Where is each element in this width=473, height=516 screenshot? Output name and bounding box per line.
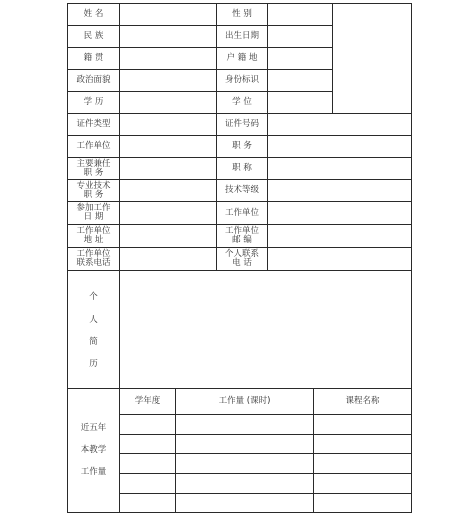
label-name: 姓 名 bbox=[83, 9, 104, 19]
resume-label-char: 人 bbox=[89, 315, 98, 325]
field-personal-phone[interactable] bbox=[268, 248, 411, 270]
field-work-unit-postcode[interactable] bbox=[268, 225, 411, 247]
field-work-unit-phone[interactable] bbox=[120, 248, 216, 270]
field-professional-post[interactable] bbox=[120, 180, 216, 201]
field-title[interactable] bbox=[268, 158, 411, 179]
field-household-registration[interactable] bbox=[268, 48, 332, 69]
workload-cell[interactable] bbox=[120, 454, 175, 473]
field-work-unit[interactable] bbox=[120, 136, 216, 157]
workload-cell[interactable] bbox=[314, 474, 411, 493]
workload-label-line: 本教学 bbox=[80, 445, 107, 455]
workload-header-year: 学年度 bbox=[134, 396, 161, 406]
workload-cell[interactable] bbox=[176, 435, 313, 453]
label-id-number: 证件号码 bbox=[224, 119, 259, 129]
workload-cell[interactable] bbox=[120, 415, 175, 434]
label-title: 职 称 bbox=[232, 163, 252, 173]
label-id-type: 证件类型 bbox=[76, 119, 111, 129]
field-birth-date[interactable] bbox=[268, 26, 332, 47]
field-native-place[interactable] bbox=[120, 48, 216, 69]
label-education: 学 历 bbox=[83, 97, 104, 107]
workload-cell[interactable] bbox=[176, 494, 313, 512]
workload-cell[interactable] bbox=[176, 454, 313, 473]
field-education[interactable] bbox=[120, 92, 216, 113]
workload-cell[interactable] bbox=[314, 454, 411, 473]
field-degree[interactable] bbox=[268, 92, 332, 113]
field-start-work-date[interactable] bbox=[120, 202, 216, 224]
label-professional-post: 专业技术 职 务 bbox=[76, 180, 111, 200]
workload-cell[interactable] bbox=[120, 435, 175, 453]
field-tech-level[interactable] bbox=[268, 180, 411, 201]
resume-label-char: 历 bbox=[89, 359, 98, 369]
label-native-place: 籍 贯 bbox=[83, 53, 104, 63]
label-start-work-date: 参加工作 日 期 bbox=[76, 203, 111, 222]
field-work-unit-2[interactable] bbox=[268, 202, 411, 224]
field-position[interactable] bbox=[268, 136, 411, 157]
label-work-unit-2: 工作单位 bbox=[224, 207, 259, 218]
border-right bbox=[411, 3, 412, 513]
label-political-status: 政治面貌 bbox=[76, 75, 111, 85]
field-id-number[interactable] bbox=[268, 114, 411, 135]
label-position: 职 务 bbox=[232, 141, 252, 151]
workload-label-line: 工作量 bbox=[80, 467, 107, 477]
resume-label-char: 个 bbox=[89, 292, 98, 302]
label-birth-date: 出生日期 bbox=[224, 31, 259, 41]
label-degree: 学 位 bbox=[232, 97, 252, 107]
workload-cell[interactable] bbox=[176, 415, 313, 434]
field-work-unit-address[interactable] bbox=[120, 225, 216, 247]
field-main-post[interactable] bbox=[120, 158, 216, 179]
workload-cell[interactable] bbox=[176, 474, 313, 493]
field-gender[interactable] bbox=[268, 4, 332, 25]
workload-header-course: 课程名称 bbox=[345, 396, 380, 406]
label-work-unit-phone: 工作单位 联系电话 bbox=[76, 249, 111, 268]
label-work-unit-address: 工作单位 地 址 bbox=[76, 226, 111, 245]
label-work-unit: 工作单位 bbox=[76, 141, 111, 151]
field-personal-resume[interactable] bbox=[120, 271, 411, 388]
workload-header-hours: 工作量 (课时) bbox=[218, 396, 271, 406]
workload-cell[interactable] bbox=[314, 415, 411, 434]
field-name[interactable] bbox=[120, 4, 216, 25]
label-main-post: 主要兼任 职 务 bbox=[76, 158, 111, 178]
label-household-registration: 户 籍 地 bbox=[226, 53, 258, 63]
workload-cell[interactable] bbox=[120, 474, 175, 493]
label-work-unit-postcode: 工作单位 邮 编 bbox=[224, 226, 259, 245]
workload-label-line: 近五年 bbox=[80, 423, 107, 433]
workload-cell[interactable] bbox=[120, 494, 175, 512]
field-political-status[interactable] bbox=[120, 70, 216, 91]
workload-cell[interactable] bbox=[314, 435, 411, 453]
label-gender: 性 别 bbox=[232, 9, 252, 19]
label-tech-level: 技术等级 bbox=[224, 185, 259, 195]
photo-box[interactable] bbox=[333, 4, 411, 113]
field-identity[interactable] bbox=[268, 70, 332, 91]
label-ethnicity: 民 族 bbox=[83, 31, 104, 41]
resume-label-char: 简 bbox=[89, 337, 98, 347]
field-ethnicity[interactable] bbox=[120, 26, 216, 47]
label-personal-phone: 个人联系 电 话 bbox=[224, 249, 259, 268]
workload-cell[interactable] bbox=[314, 494, 411, 512]
field-id-type[interactable] bbox=[120, 114, 216, 135]
label-identity: 身份标识 bbox=[224, 75, 259, 85]
